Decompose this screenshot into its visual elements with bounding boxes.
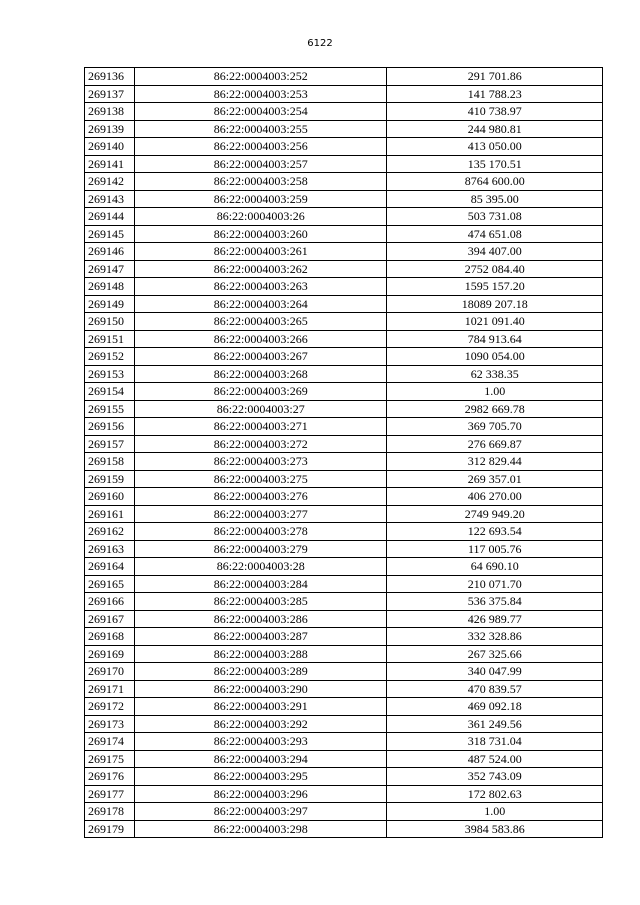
value-cell: 536 375.84 <box>387 593 603 611</box>
value-cell: 141 788.23 <box>387 85 603 103</box>
table-row <box>85 785 603 803</box>
row-id-cell: 269166 <box>85 593 135 611</box>
table-row <box>85 313 603 331</box>
table-row <box>85 138 603 156</box>
table-row <box>85 383 603 401</box>
row-id-cell: 269152 <box>85 348 135 366</box>
table-row <box>85 558 603 576</box>
cadastral-number-cell: 86:22:0004003:273 <box>134 453 386 471</box>
value-cell: 1.00 <box>387 383 603 401</box>
cadastral-number-cell: 86:22:0004003:290 <box>134 680 386 698</box>
cadastral-number-cell: 86:22:0004003:268 <box>134 365 386 383</box>
cadastral-number-cell: 86:22:0004003:260 <box>134 225 386 243</box>
row-id-cell: 269176 <box>85 768 135 786</box>
row-id-cell: 269174 <box>85 733 135 751</box>
cadastral-number-cell: 86:22:0004003:272 <box>134 435 386 453</box>
table-row <box>85 488 603 506</box>
cadastral-number-cell: 86:22:0004003:284 <box>134 575 386 593</box>
cadastral-number-cell: 86:22:0004003:253 <box>134 85 386 103</box>
table-row <box>85 505 603 523</box>
table-row <box>85 803 603 821</box>
value-cell: 312 829.44 <box>387 453 603 471</box>
value-cell: 2982 669.78 <box>387 400 603 418</box>
table-row <box>85 260 603 278</box>
cadastral-number-cell: 86:22:0004003:289 <box>134 663 386 681</box>
table-row <box>85 470 603 488</box>
cadastral-number-cell: 86:22:0004003:298 <box>134 820 386 838</box>
cadastral-number-cell: 86:22:0004003:258 <box>134 173 386 191</box>
table-row <box>85 768 603 786</box>
row-id-cell: 269146 <box>85 243 135 261</box>
cadastral-number-cell: 86:22:0004003:266 <box>134 330 386 348</box>
cadastral-number-cell: 86:22:0004003:294 <box>134 750 386 768</box>
value-cell: 267 325.66 <box>387 645 603 663</box>
value-cell: 394 407.00 <box>387 243 603 261</box>
value-cell: 122 693.54 <box>387 523 603 541</box>
value-cell: 210 071.70 <box>387 575 603 593</box>
row-id-cell: 269143 <box>85 190 135 208</box>
table-row <box>85 645 603 663</box>
cadastral-number-cell: 86:22:0004003:265 <box>134 313 386 331</box>
row-id-cell: 269154 <box>85 383 135 401</box>
cadastral-number-cell: 86:22:0004003:275 <box>134 470 386 488</box>
cadastral-number-cell: 86:22:0004003:293 <box>134 733 386 751</box>
row-id-cell: 269136 <box>85 68 135 86</box>
value-cell: 172 802.63 <box>387 785 603 803</box>
cadastral-number-cell: 86:22:0004003:285 <box>134 593 386 611</box>
table-row <box>85 663 603 681</box>
row-id-cell: 269162 <box>85 523 135 541</box>
value-cell: 426 989.77 <box>387 610 603 628</box>
value-cell: 2752 084.40 <box>387 260 603 278</box>
value-cell: 474 651.08 <box>387 225 603 243</box>
cadastral-number-cell: 86:22:0004003:271 <box>134 418 386 436</box>
cadastral-number-cell: 86:22:0004003:264 <box>134 295 386 313</box>
table-row <box>85 610 603 628</box>
row-id-cell: 269169 <box>85 645 135 663</box>
table-row <box>85 733 603 751</box>
cadastral-number-cell: 86:22:0004003:27 <box>134 400 386 418</box>
value-cell: 784 913.64 <box>387 330 603 348</box>
table-row <box>85 453 603 471</box>
table-row <box>85 418 603 436</box>
cadastral-number-cell: 86:22:0004003:276 <box>134 488 386 506</box>
value-cell: 1090 054.00 <box>387 348 603 366</box>
cadastral-number-cell: 86:22:0004003:259 <box>134 190 386 208</box>
row-id-cell: 269156 <box>85 418 135 436</box>
value-cell: 352 743.09 <box>387 768 603 786</box>
value-cell: 64 690.10 <box>387 558 603 576</box>
cadastral-number-cell: 86:22:0004003:295 <box>134 768 386 786</box>
page-number: 6122 <box>307 38 333 49</box>
value-cell: 85 395.00 <box>387 190 603 208</box>
row-id-cell: 269161 <box>85 505 135 523</box>
cadastral-number-cell: 86:22:0004003:288 <box>134 645 386 663</box>
cadastral-number-cell: 86:22:0004003:254 <box>134 103 386 121</box>
table-row <box>85 173 603 191</box>
value-cell: 470 839.57 <box>387 680 603 698</box>
row-id-cell: 269149 <box>85 295 135 313</box>
row-id-cell: 269170 <box>85 663 135 681</box>
cadastral-value-table <box>84 67 603 838</box>
table-row <box>85 435 603 453</box>
table-row <box>85 225 603 243</box>
cadastral-number-cell: 86:22:0004003:278 <box>134 523 386 541</box>
table-row <box>85 365 603 383</box>
cadastral-number-cell: 86:22:0004003:263 <box>134 278 386 296</box>
row-id-cell: 269140 <box>85 138 135 156</box>
cadastral-number-cell: 86:22:0004003:287 <box>134 628 386 646</box>
table-row <box>85 750 603 768</box>
cadastral-number-cell: 86:22:0004003:291 <box>134 698 386 716</box>
cadastral-number-cell: 86:22:0004003:28 <box>134 558 386 576</box>
table-row <box>85 628 603 646</box>
value-cell: 2749 949.20 <box>387 505 603 523</box>
cadastral-number-cell: 86:22:0004003:269 <box>134 383 386 401</box>
cadastral-number-cell: 86:22:0004003:277 <box>134 505 386 523</box>
table-row <box>85 68 603 86</box>
table-row <box>85 575 603 593</box>
row-id-cell: 269142 <box>85 173 135 191</box>
cadastral-number-cell: 86:22:0004003:26 <box>134 208 386 226</box>
value-cell: 244 980.81 <box>387 120 603 138</box>
row-id-cell: 269150 <box>85 313 135 331</box>
table-row <box>85 715 603 733</box>
value-cell: 318 731.04 <box>387 733 603 751</box>
row-id-cell: 269167 <box>85 610 135 628</box>
cadastral-number-cell: 86:22:0004003:257 <box>134 155 386 173</box>
value-cell: 135 170.51 <box>387 155 603 173</box>
value-cell: 1.00 <box>387 803 603 821</box>
row-id-cell: 269172 <box>85 698 135 716</box>
value-cell: 276 669.87 <box>387 435 603 453</box>
cadastral-number-cell: 86:22:0004003:262 <box>134 260 386 278</box>
value-cell: 413 050.00 <box>387 138 603 156</box>
cadastral-number-cell: 86:22:0004003:256 <box>134 138 386 156</box>
table-row <box>85 330 603 348</box>
value-cell: 503 731.08 <box>387 208 603 226</box>
cadastral-number-cell: 86:22:0004003:252 <box>134 68 386 86</box>
value-cell: 1021 091.40 <box>387 313 603 331</box>
value-cell: 291 701.86 <box>387 68 603 86</box>
cadastral-number-cell: 86:22:0004003:279 <box>134 540 386 558</box>
row-id-cell: 269144 <box>85 208 135 226</box>
cadastral-number-cell: 86:22:0004003:255 <box>134 120 386 138</box>
row-id-cell: 269151 <box>85 330 135 348</box>
table-row <box>85 523 603 541</box>
row-id-cell: 269173 <box>85 715 135 733</box>
cadastral-number-cell: 86:22:0004003:296 <box>134 785 386 803</box>
value-cell: 1595 157.20 <box>387 278 603 296</box>
row-id-cell: 269171 <box>85 680 135 698</box>
value-cell: 117 005.76 <box>387 540 603 558</box>
value-cell: 269 357.01 <box>387 470 603 488</box>
row-id-cell: 269164 <box>85 558 135 576</box>
table-row <box>85 155 603 173</box>
table-row <box>85 698 603 716</box>
cadastral-number-cell: 86:22:0004003:267 <box>134 348 386 366</box>
row-id-cell: 269137 <box>85 85 135 103</box>
table-row <box>85 103 603 121</box>
table-row <box>85 295 603 313</box>
table-body <box>85 68 603 838</box>
row-id-cell: 269145 <box>85 225 135 243</box>
table-row <box>85 120 603 138</box>
value-cell: 18089 207.18 <box>387 295 603 313</box>
cadastral-number-cell: 86:22:0004003:286 <box>134 610 386 628</box>
value-cell: 340 047.99 <box>387 663 603 681</box>
table-row <box>85 400 603 418</box>
row-id-cell: 269163 <box>85 540 135 558</box>
row-id-cell: 269159 <box>85 470 135 488</box>
table-row <box>85 243 603 261</box>
row-id-cell: 269158 <box>85 453 135 471</box>
cadastral-number-cell: 86:22:0004003:292 <box>134 715 386 733</box>
value-cell: 487 524.00 <box>387 750 603 768</box>
value-cell: 369 705.70 <box>387 418 603 436</box>
row-id-cell: 269165 <box>85 575 135 593</box>
value-cell: 406 270.00 <box>387 488 603 506</box>
row-id-cell: 269179 <box>85 820 135 838</box>
row-id-cell: 269153 <box>85 365 135 383</box>
table-row <box>85 680 603 698</box>
value-cell: 62 338.35 <box>387 365 603 383</box>
row-id-cell: 269178 <box>85 803 135 821</box>
table-row <box>85 190 603 208</box>
row-id-cell: 269177 <box>85 785 135 803</box>
table-row <box>85 85 603 103</box>
row-id-cell: 269175 <box>85 750 135 768</box>
row-id-cell: 269155 <box>85 400 135 418</box>
row-id-cell: 269157 <box>85 435 135 453</box>
value-cell: 469 092.18 <box>387 698 603 716</box>
value-cell: 8764 600.00 <box>387 173 603 191</box>
row-id-cell: 269148 <box>85 278 135 296</box>
table-row <box>85 278 603 296</box>
row-id-cell: 269141 <box>85 155 135 173</box>
cadastral-number-cell: 86:22:0004003:297 <box>134 803 386 821</box>
table-row <box>85 593 603 611</box>
row-id-cell: 269160 <box>85 488 135 506</box>
value-cell: 410 738.97 <box>387 103 603 121</box>
value-cell: 361 249.56 <box>387 715 603 733</box>
row-id-cell: 269138 <box>85 103 135 121</box>
table-row <box>85 348 603 366</box>
table-row <box>85 208 603 226</box>
table-row <box>85 540 603 558</box>
cadastral-number-cell: 86:22:0004003:261 <box>134 243 386 261</box>
row-id-cell: 269139 <box>85 120 135 138</box>
row-id-cell: 269147 <box>85 260 135 278</box>
row-id-cell: 269168 <box>85 628 135 646</box>
value-cell: 332 328.86 <box>387 628 603 646</box>
value-cell: 3984 583.86 <box>387 820 603 838</box>
table-row <box>85 820 603 838</box>
